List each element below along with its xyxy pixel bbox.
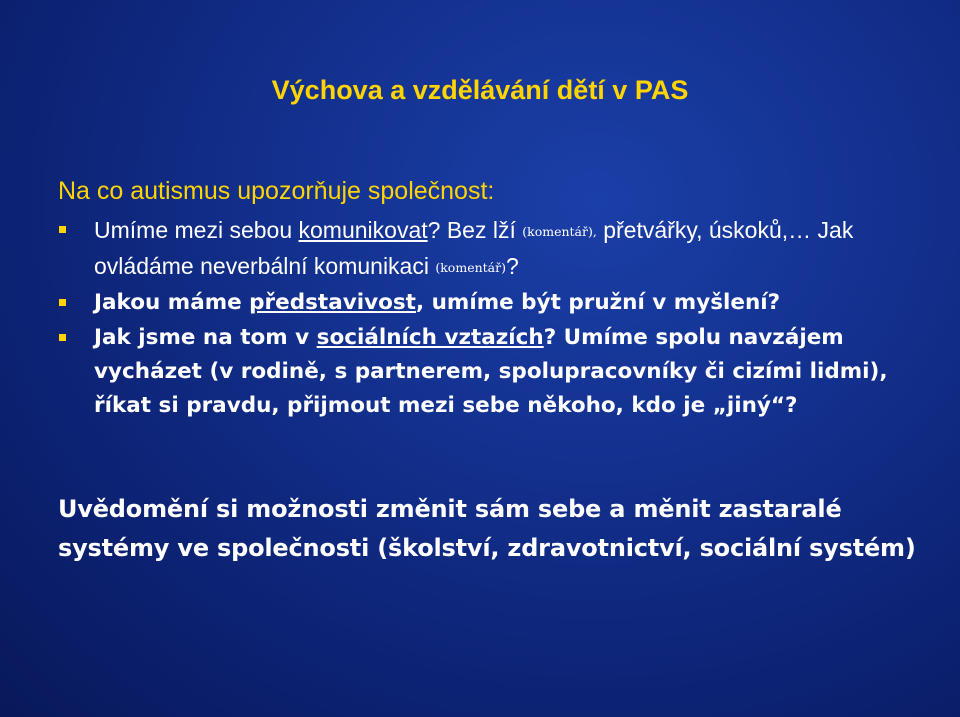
bullet-square-icon xyxy=(59,334,66,341)
bullet-text: Jakou máme xyxy=(94,290,250,315)
bullet-text: ? Umíme spolu navzájem vycházet (v rodině, s partnerem, spolupracovníky či cizími lidmi), říkat si pravdu, přijmout mezi sebe někoho, kdo je „jiný“? xyxy=(94,325,888,418)
bullet-social-relations xyxy=(58,321,898,423)
comment-note: (komentář), xyxy=(522,224,597,239)
bullet-text: přetvářky, úskoků,… Jak ovládáme neverbální komunikaci xyxy=(94,217,854,279)
bullet-square-icon xyxy=(59,299,66,306)
bullet-communication xyxy=(58,213,898,285)
social-relations-link[interactable]: sociálních vztazích xyxy=(316,325,544,350)
bullet-text: Umíme mezi sebou xyxy=(94,217,299,243)
imagination-link[interactable]: představivost xyxy=(249,290,416,315)
bullet-text: , umíme být pružní v myšlení? xyxy=(415,290,781,315)
bullet-list xyxy=(58,213,898,424)
bullet-text: ? xyxy=(505,253,519,279)
slide-title: Výchova a vzdělávání dětí v PAS xyxy=(271,75,689,105)
slide-subtitle: Na co autismus upozorňuje společnost: xyxy=(58,177,495,205)
comment-note: (komentář) xyxy=(435,260,506,275)
closing-paragraph: Uvědomění si možnosti změnit sám sebe a měnit zastaralé systémy ve společnosti (školství, zdravotnictví, sociální systém) xyxy=(58,495,916,562)
communication-link[interactable]: komunikovat xyxy=(298,217,428,243)
bullet-imagination xyxy=(58,286,898,320)
bullet-square-icon xyxy=(59,226,66,233)
bullet-text: Jak jsme na tom v xyxy=(94,325,317,350)
bullet-text: ? Bez lží xyxy=(427,217,523,243)
